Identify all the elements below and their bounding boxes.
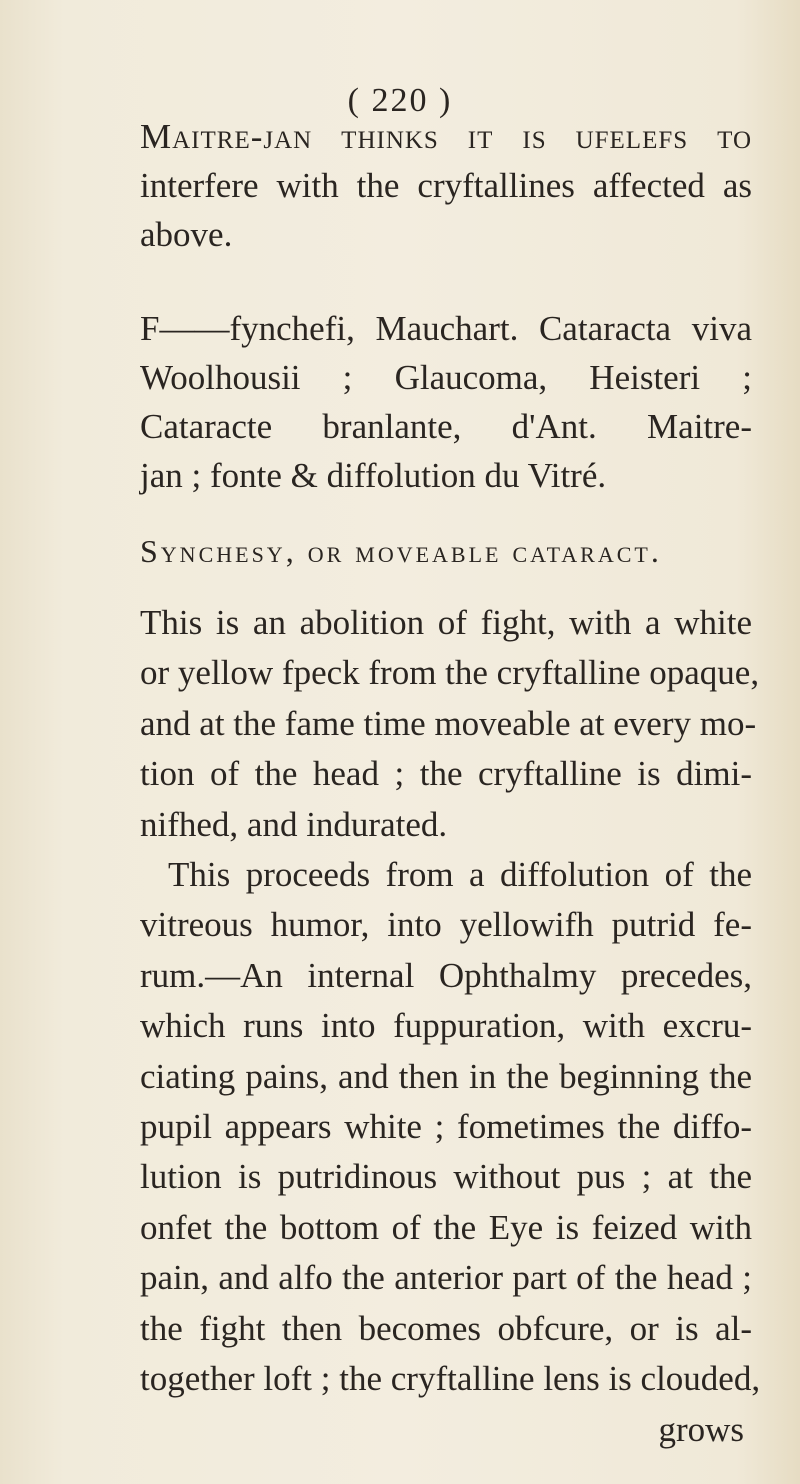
text-line: together loft ; the cryftalline lens is clouded, xyxy=(140,1359,761,1399)
text-line: or yellow fpeck from the cryftalline opaque, xyxy=(140,653,760,693)
text-line: jan ; fonte & diffolution du Vitré. xyxy=(140,456,607,495)
text-line: F——fynchefi, Mauchart. Cataracta viva xyxy=(140,309,752,348)
text-line: and at the fame time moveable at every mo- xyxy=(140,703,757,743)
text-line: rum.—An internal Ophthalmy precedes, xyxy=(140,955,752,995)
text-line: lution is putridinous without pus ; at the xyxy=(140,1157,752,1197)
text-line: Woolhousii ; Glaucoma, Heisteri ; xyxy=(140,358,752,397)
text-line: Maitre-jan thinks it is ufelefs to xyxy=(140,117,752,156)
text-line: ciating pains, and then in the beginning the xyxy=(140,1056,752,1096)
text-line: tion of the head ; the cryftalline is dimi- xyxy=(140,754,752,794)
text-line: This is an abolition of fight, with a white xyxy=(140,603,752,642)
text-line: above. xyxy=(140,215,233,254)
text-line: Cataracte branlante, d'Ant. Maitre- xyxy=(140,407,752,446)
text-line: nifhed, and indurated. xyxy=(140,804,448,844)
text-line: which runs into fuppuration, with excru- xyxy=(140,1006,752,1046)
text-line: pain, and alfo the anterior part of the head ; xyxy=(140,1258,752,1298)
text-line: This proceeds from a diffolution of the xyxy=(168,855,752,895)
catchword: grows xyxy=(658,1409,744,1449)
text-line: onfet the bottom of the Eye is feized with xyxy=(140,1207,752,1247)
text-line: vitreous humor, into yellowifh putrid fe- xyxy=(140,905,752,945)
paragraph-maitre-jan xyxy=(140,112,752,259)
paragraph-description xyxy=(140,598,761,1455)
text-line: pupil appears white ; fometimes the diffo- xyxy=(140,1107,752,1147)
text-line: the fight then becomes obfcure, or is al- xyxy=(140,1308,752,1348)
text-line: interfere with the cryftallines affected as xyxy=(140,166,752,205)
paragraph-synonyms xyxy=(140,304,752,500)
page-number: ( 220 ) xyxy=(347,82,453,119)
section-heading: Synchesy, or moveable cataract. xyxy=(140,533,662,569)
